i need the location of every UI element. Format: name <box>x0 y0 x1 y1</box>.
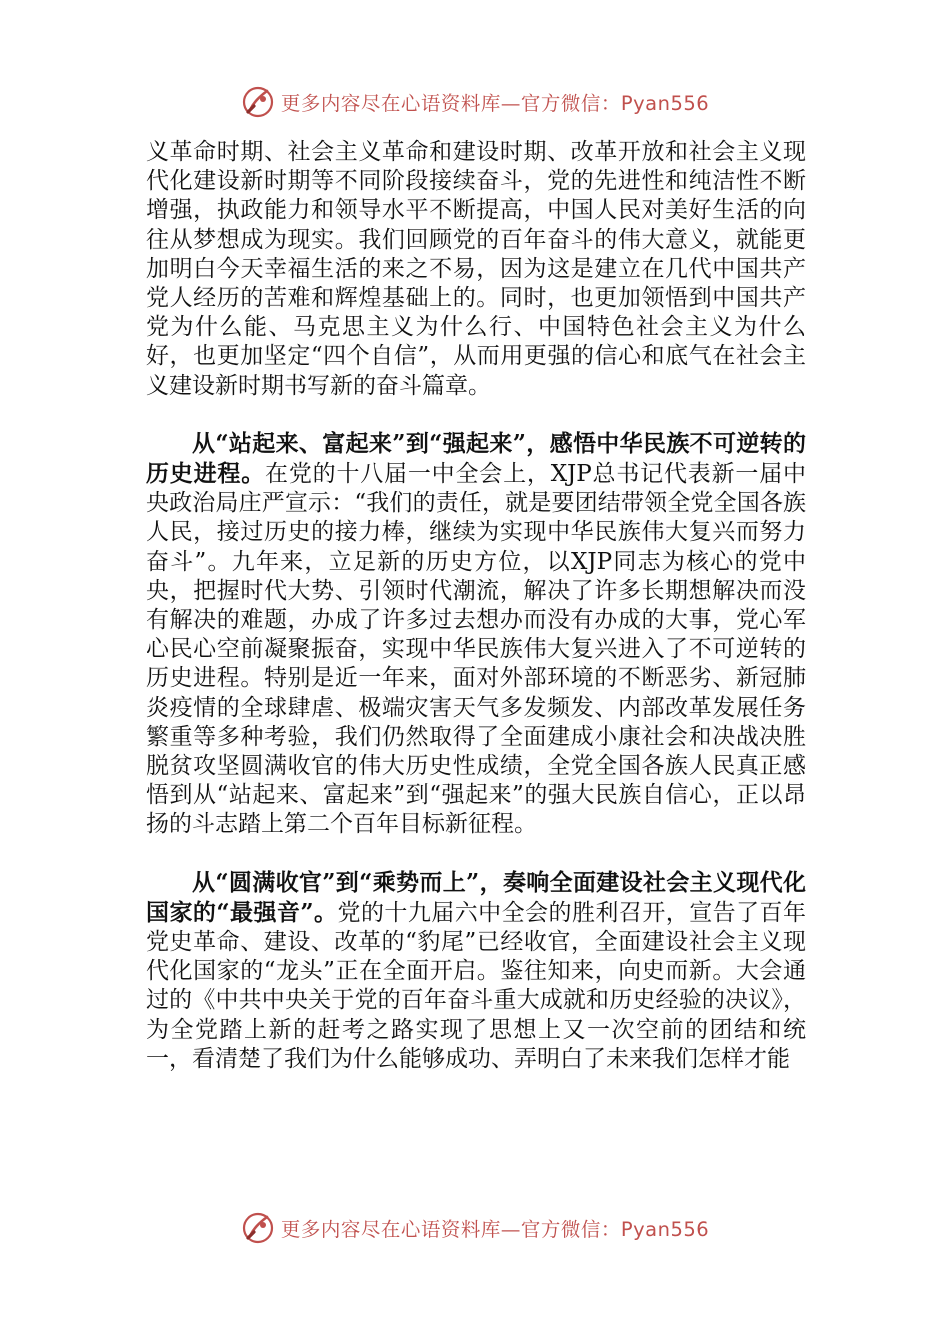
paragraph-3-text: 党的十九届六中全会的胜利召开，宣告了百年党史革命、建设、改革的“豹尾”已经收官，全面建设社会主义现代化国家的“龙头”正在全面开启。鉴往知来，向史而新。大会通过的《中共中央关于党的百年奋斗重大成就和历史经验的决议》，为全党踏上新的赶考之路实现了思想上又一次空前的团结和统一，看清楚了我们为什么能够成功、弄明白了未来我们怎样才能 <box>146 899 807 1072</box>
paragraph-3 <box>146 868 806 1074</box>
brand-logo-icon <box>241 1211 275 1245</box>
footer-banner-label: 更多内容尽在心语资料库—官方微信： <box>280 1218 621 1241</box>
header-banner-wechat-id: Pyan556 <box>620 92 710 115</box>
header-banner <box>0 82 950 122</box>
paragraph-1 <box>146 138 806 401</box>
header-banner-label: 更多内容尽在心语资料库—官方微信： <box>280 92 621 115</box>
paragraph-2-text: 在党的十八届一中全会上，XJP总书记代表新一届中央政治局庄严宣示：“我们的责任，就是要团结带领全党全国各族人民，接过历史的接力棒，继续为实现中华民族伟大复兴而努力奋斗”。九年来，立足新的历史方位，以XJP同志为核心的党中央，把握时代大势、引领时代潮流，解决了许多长期想解决而没有解决的难题，办成了许多过去想办而没有办成的大事，党心军心民心空前凝聚振奋，实现中华民族伟大复兴进入了不可逆转的历史进程。特别是近一年来，面对外部环境的不断恶劣、新冠肺炎疫情的全球肆虐、极端灾害天气多发频发、内部改革发展任务繁重等多种考验，我们仍然取得了全面建成小康社会和决战决胜脱贫攻坚圆满收官的伟大历史性成绩，全党全国各族人民真正感悟到从“站起来、富起来”到“强起来”的强大民族自信心，正以昂扬的斗志踏上第二个百年目标新征程。 <box>146 461 806 838</box>
brand-logo-icon <box>241 85 275 119</box>
footer-banner-text <box>281 1214 709 1242</box>
footer-banner-wechat-id: Pyan556 <box>620 1218 710 1241</box>
paragraph-2 <box>146 429 806 840</box>
paragraph-1-text: 义革命时期、社会主义革命和建设时期、改革开放和社会主义现代化建设新时期等不同阶段接续奋斗，党的先进性和纯洁性不断增强，执政能力和领导水平不断提高，中国人民对美好生活的向往从梦想成为现实。我们回顾党的百年奋斗的伟大意义，就能更加明白今天幸福生活的来之不易，因为这是建立在几代中国共产党人经历的苦难和辉煌基础上的。同时，也更加领悟到中国共产党为什么能、马克思主义为什么行、中国特色社会主义为什么好，也更加坚定“四个自信”，从而用更强的信心和底气在社会主义建设新时期书写新的奋斗篇章。 <box>146 139 806 399</box>
footer-banner <box>0 1208 950 1248</box>
paragraph-2-heading: 从“站起来、富起来”到“强起来”，感悟中华民族不可逆转的历史进程。 <box>146 429 806 488</box>
header-banner-text <box>281 88 709 116</box>
paragraph-3-heading: 从“圆满收官”到“乘势而上”，奏响全面建设社会主义现代化国家的“最强音”。 <box>146 868 806 926</box>
document-body <box>146 138 806 1074</box>
